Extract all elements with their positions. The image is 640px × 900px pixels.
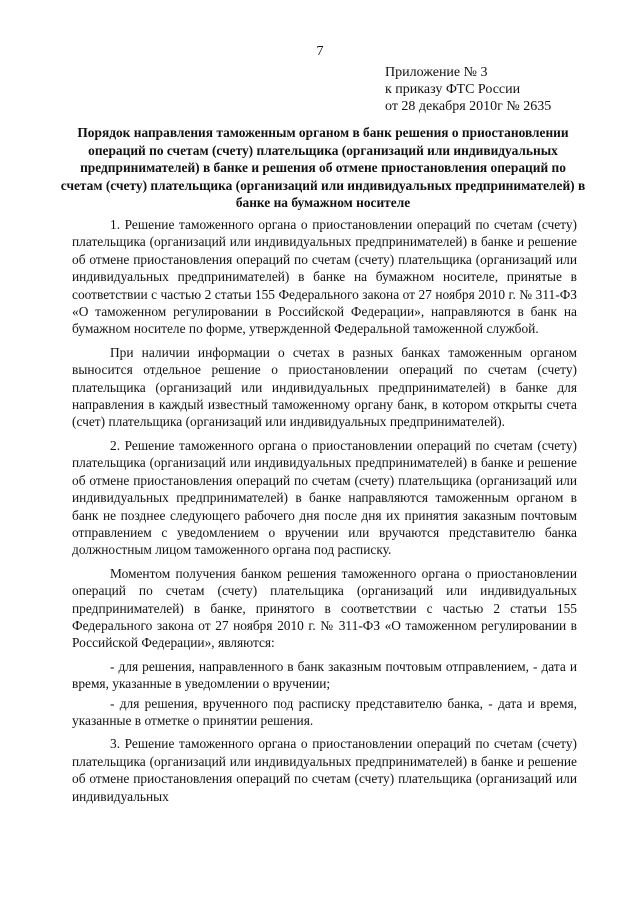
document-title: Порядок направления таможенным органом в банк решения о приостановлении операций по счетам (счету) плательщика (организаций или индивидуальных предпринимателей) в банке и решения об отмене приостановления операций по счетам (счету) плательщика (организаций или индивидуальных предпринимателей) в банке на бумажном носителе [60,125,586,211]
page-number: 7 [316,44,324,59]
paragraph-3: 2. Решение таможенного органа о приостановлении операций по счетам (счету) плательщика (организаций или индивидуальных предпринимателей) в банке и решение об отмене приостановления операций по счетам (счету) плательщика (организаций или индивидуальных предпринимателей) в банке направляются таможенным органом в банк не позднее следующего рабочего дня после дня их принятия заказным почтовым отправлением с уведомлением о вручении или вручаются представителю банка должностным лицом таможенного органа под расписку. [72,437,577,558]
appendix-block [385,64,615,115]
document-body [72,216,577,811]
appendix-line-1: Приложение № 3 [385,65,488,80]
appendix-line-3: от 28 декабря 2010г № 2635 [385,99,552,114]
appendix-line-2: к приказу ФТС России [385,82,521,97]
paragraph-4: Моментом получения банком решения таможенного органа о приостановлении операций по счетам (счету) плательщика (организаций или индивидуальных предпринимателей) в банке, принятого в соответствии с частью 2 статьи 155 Федерального закона от 27 ноября 2010 г. № 311-ФЗ «О таможенном регулировании в Российской Федерации», являются: [72,565,577,651]
paragraph-6: - для решения, врученного под расписку представителю банка, - дата и время, указанные в отметке о принятии решения. [72,695,577,728]
paragraph-2: При наличии информации о счетах в разных банках таможенным органом выносится отдельное решение о приостановлении операций по счетам (счету) плательщика (организаций или индивидуальных предпринимателей) в банке для направления в каждый известный таможенному органу банк, в котором открыты счета (счет) плательщика (организаций или индивидуальных предпринимателей). [72,344,577,430]
paragraph-5: - для решения, направленного в банк заказным почтовым отправлением, - дата и время, указанные в уведомлении о вручении; [72,658,577,692]
paragraph-7: 3. Решение таможенного органа о приостановлении операций по счетам (счету) плательщика (организаций или индивидуальных предпринимателей) в банке и решение об отмене приостановления операций по счетам (счету) плательщика (организаций или индивидуальных [72,736,577,804]
paragraph-1: 1. Решение таможенного органа о приостановлении операций по счетам (счету) плательщика (организаций или индивидуальных предпринимателей) в банке и решение об отмене приостановления операций по счетам (счету) плательщика (организаций или индивидуальных предпринимателей) в банке на бумажном носителе, принятые в соответствии с частью 2 статьи 155 Федерального закона от 27 ноября 2010 г. № 311-ФЗ «О таможенном регулировании в Российской Федерации», направляются в банк на бумажном носителе по форме, утвержденной Федеральной таможенной службой. [72,217,577,337]
